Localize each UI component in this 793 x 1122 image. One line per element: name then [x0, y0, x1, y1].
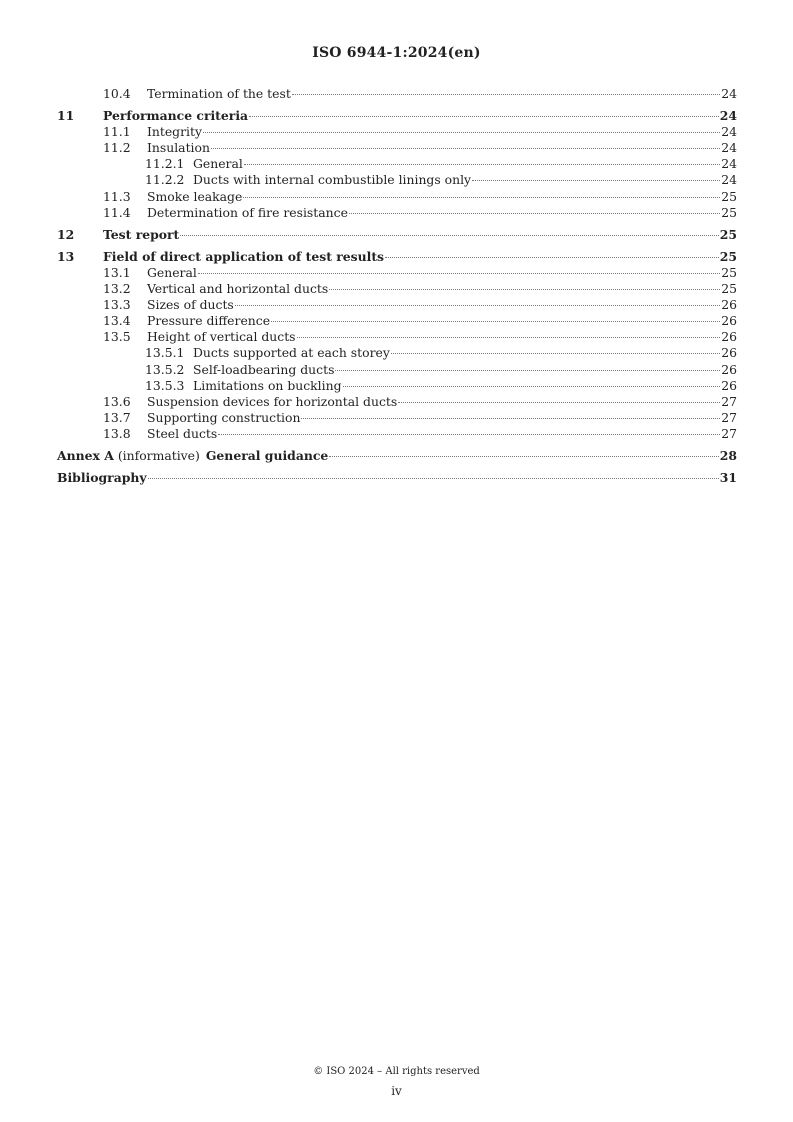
leader-dots [180, 235, 718, 236]
toc-entry-13-5[interactable] [57, 329, 737, 345]
toc-page: 26 [721, 329, 737, 345]
toc-title: Steel ducts [147, 425, 218, 441]
toc-entry-11-2[interactable] [57, 140, 737, 156]
toc-number: 11.1 [103, 124, 131, 140]
leader-dots [349, 213, 720, 214]
leader-dots [243, 197, 720, 198]
toc-title: Performance criteria [103, 108, 249, 124]
toc-title: Integrity [147, 124, 202, 140]
toc-page: 25 [721, 281, 737, 297]
leader-dots [391, 353, 720, 354]
toc-page: 31 [719, 470, 737, 486]
toc-page: 24 [721, 124, 737, 140]
toc-number: 13.4 [103, 313, 131, 329]
toc-page: 25 [721, 188, 737, 204]
toc-title: Bibliography [57, 470, 147, 486]
leader-dots [329, 456, 718, 457]
page-number: iv [391, 1084, 402, 1098]
toc-page: 26 [721, 345, 737, 361]
toc-title: Height of vertical ducts [147, 329, 296, 345]
toc-title: Vertical and horizontal ducts [147, 281, 329, 297]
toc-page: 26 [721, 297, 737, 313]
toc-number: 13.1 [103, 264, 131, 280]
toc-number: 13.5.2 [145, 361, 185, 377]
leader-dots [271, 321, 720, 322]
leader-dots [203, 132, 720, 133]
leader-dots [472, 180, 720, 181]
leader-dots [335, 370, 720, 371]
leader-dots [235, 305, 720, 306]
toc-page: 26 [721, 377, 737, 393]
toc-entry-13-8[interactable] [57, 426, 737, 442]
toc-title: Termination of the test [147, 86, 291, 101]
toc-entry-13-5-1[interactable] [57, 345, 737, 361]
toc-entry-13-3[interactable] [57, 297, 737, 313]
toc-title: Ducts supported at each storey [193, 345, 390, 361]
toc-title: Suspension devices for horizontal ducts [147, 393, 398, 409]
table-of-contents [57, 86, 737, 486]
toc-number: 10.4 [103, 86, 131, 101]
toc-number: 13.2 [103, 281, 131, 297]
toc-title: General guidance [205, 447, 329, 463]
toc-entry-11[interactable] [57, 108, 737, 124]
toc-entry-11-2-1[interactable] [57, 156, 737, 172]
toc-entry-11-3[interactable] [57, 189, 737, 205]
toc-entry-13-4[interactable] [57, 313, 737, 329]
toc-entry-13-5-2[interactable] [57, 362, 737, 378]
leader-dots [198, 273, 720, 274]
toc-entry-13[interactable] [57, 249, 737, 265]
toc-page: 24 [719, 108, 737, 124]
toc-entry-bibliography[interactable] [57, 470, 737, 486]
toc-entry-annex-a[interactable] [57, 448, 737, 464]
toc-entry-13-7[interactable] [57, 410, 737, 426]
toc-title: Ducts with internal combustible linings only [193, 172, 472, 188]
leader-dots [385, 257, 719, 258]
toc-title: Field of direct application of test results [103, 248, 385, 264]
toc-page: 28 [719, 447, 737, 463]
toc-title: Self-loadbearing ducts [193, 361, 335, 377]
toc-page: 27 [721, 425, 737, 441]
toc-number: 11 [57, 108, 75, 124]
toc-entry-13-2[interactable] [57, 281, 737, 297]
toc-page: 24 [721, 172, 737, 188]
toc-page: 24 [721, 140, 737, 156]
toc-number: 13.3 [103, 297, 131, 313]
toc-number: 13.5.3 [145, 377, 185, 393]
toc-title: Insulation [147, 140, 210, 156]
leader-dots [398, 402, 720, 403]
toc-number: 13.7 [103, 409, 131, 425]
toc-entry-11-4[interactable] [57, 205, 737, 221]
toc-number: 13.8 [103, 425, 131, 441]
toc-page: 25 [719, 226, 737, 242]
toc-title: Determination of fire resistance [147, 204, 348, 220]
toc-number: 13.6 [103, 393, 131, 409]
toc-page: 24 [721, 156, 737, 172]
leader-dots [343, 386, 721, 387]
leader-dots [218, 434, 720, 435]
toc-number: 11.3 [103, 188, 131, 204]
toc-title: General [193, 156, 243, 172]
toc-title: Limitations on buckling [193, 377, 342, 393]
copyright-notice: © ISO 2024 – All rights reserved [313, 1066, 480, 1077]
leader-dots [148, 478, 719, 479]
toc-number: 11.2.1 [145, 156, 185, 172]
toc-entry-12[interactable] [57, 227, 737, 243]
toc-page: 26 [721, 313, 737, 329]
toc-title: Sizes of ducts [147, 297, 234, 313]
toc-number: 12 [57, 226, 75, 242]
leader-dots [292, 94, 720, 95]
leader-dots [244, 164, 720, 165]
leader-dots [329, 289, 720, 290]
toc-page: 25 [721, 204, 737, 220]
annex-type: (informative) [117, 447, 200, 463]
toc-number: 11.2.2 [145, 172, 185, 188]
toc-entry-13-6[interactable] [57, 394, 737, 410]
toc-title: Pressure difference [147, 313, 271, 329]
leader-dots [301, 418, 720, 419]
toc-page: 27 [721, 393, 737, 409]
toc-page: 27 [721, 409, 737, 425]
toc-entry-11-2-2[interactable] [57, 172, 737, 188]
toc-page: 24 [721, 86, 737, 101]
toc-number: 11.2 [103, 140, 131, 156]
toc-title: Smoke leakage [147, 188, 243, 204]
toc-page: 25 [719, 248, 737, 264]
toc-title: Test report [103, 226, 180, 242]
toc-number: 13 [57, 248, 75, 264]
leader-dots [249, 116, 719, 117]
toc-number: 13.5 [103, 329, 131, 345]
toc-number: 11.4 [103, 204, 131, 220]
toc-entry-11-1[interactable] [57, 124, 737, 140]
toc-entry-10-4[interactable] [57, 86, 737, 102]
toc-title: Supporting construction [147, 409, 301, 425]
annex-label: Annex A [57, 447, 114, 463]
toc-entry-13-1[interactable] [57, 265, 737, 281]
leader-dots [211, 148, 720, 149]
toc-number: 13.5.1 [145, 345, 185, 361]
toc-page: 25 [721, 264, 737, 280]
toc-entry-13-5-3[interactable] [57, 378, 737, 394]
toc-page: 26 [721, 361, 737, 377]
document-header: ISO 6944-1:2024(en) [312, 45, 481, 61]
leader-dots [297, 337, 721, 338]
toc-title: General [147, 264, 197, 280]
